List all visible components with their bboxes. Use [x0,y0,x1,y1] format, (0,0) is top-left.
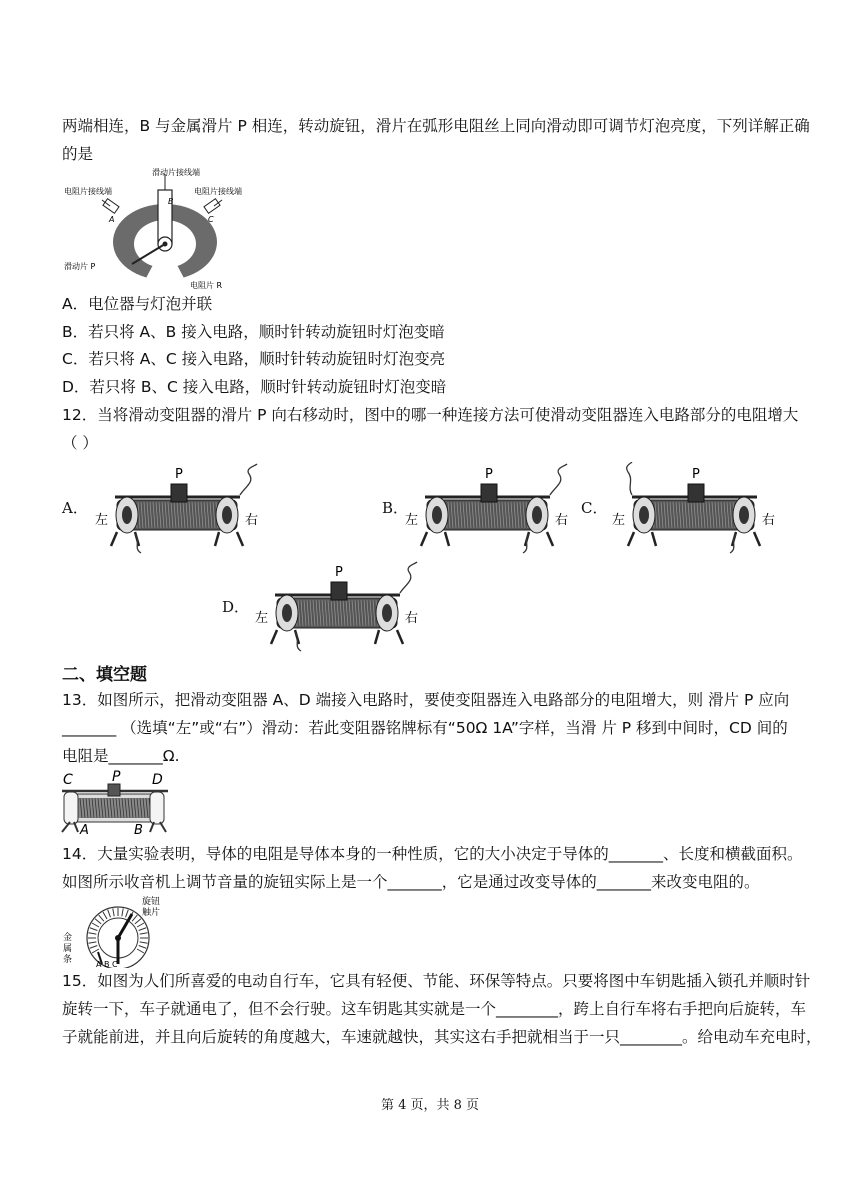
metal-label-2: 属 [63,944,73,954]
knob-label-1: 旋钮 [142,897,161,907]
q15-line1: 15．如图为人们所喜爱的电动自行车，它具有轻便、节能、环保等特点。只要将图中车钥匙插入锁孔并顺时针 [62,972,811,990]
q13-line3: 电阻是_______Ω. [62,747,180,765]
slider-terminal-label: 滑动片接线端 [152,168,200,177]
resistor-label: 电阻片 R [190,281,223,290]
slider-p-label: P [175,467,183,482]
q15-line3: 子就能前进，并且向后旋转的角度越大，车速就越快，其实这右手把就相当于一只________。给电动车充电时， [62,1028,822,1046]
section-title: 二、填空题 [62,665,147,685]
right-label: 右 [762,513,776,528]
q11-stem-line1: 两端相连，B 与金属滑片 P 相连，转动旋钮，滑片在弧形电阻丝上同向滑动即可调节灯泡亮度，下列详解正确 [62,117,810,135]
potentiometer-figure [62,166,262,290]
q13-label-c: C [63,772,73,788]
q15-line2: 旋转一下，车子就通电了，但不会行驶。这车钥匙其实就是一个________，跨上自行车将右手把向后旋转，车 [62,1000,807,1018]
q11-option-c: C．若只将 A、C 接入电路，顺时针转动旋钮时灯泡变亮 [62,350,446,368]
terminal-b-label: B [168,197,174,206]
knob-label-2: 触片 [142,908,161,918]
q12-stem: 12．当将滑动变阻器的滑片 P 向右移动时，图中的哪一种连接方法可使滑动变阻器连入电路部分的电阻增大 [62,406,799,424]
left-label: 左 [612,513,626,528]
left-terminal-label: 电阻片接线端 [64,187,112,196]
q12-paren: （ ） [62,434,98,452]
right-label: 右 [245,513,259,528]
q14-line2: 如图所示收音机上调节音量的旋钮实际上是一个_______，它是通过改变导体的_______来改变电阻的。 [62,873,760,891]
rheostat-figure-c [612,462,777,554]
q13-line2: _______ （选填“左”或“右”）滑动：若此变阻器铭牌标有“50Ω 1A”字样，当滑 片 P 移到中间时，CD 间的 [62,719,788,737]
right-label: 右 [405,611,419,626]
q13-label-a: A [80,823,89,836]
q14-line1: 14．大量实验表明，导体的电阻是导体本身的一种性质，它的大小决定于导体的_______、长度和横截面积。 [62,845,803,863]
q13-rheostat-figure [60,770,172,836]
q12-option-b-label: B． [382,499,409,517]
q12-option-c-label: C． [581,499,608,517]
volume-knob-figure [62,894,172,968]
left-label: 左 [95,513,109,528]
page-footer: 第 4 页，共 8 页 [380,1098,480,1113]
q12-option-a-label: A． [62,499,88,517]
abc-label: A B C [96,960,118,968]
q13-label-p: P [112,770,121,785]
slider-p-label: P [485,467,493,482]
right-terminal-label: 电阻片接线端 [194,187,242,196]
slider-p-label: P [692,467,700,482]
q11-option-b: B．若只将 A、B 接入电路，顺时针转动旋钮时灯泡变暗 [62,323,445,341]
q11-stem-line2: 的是 [62,145,94,163]
q13-label-d: D [152,772,163,788]
rheostat-figure-a [95,462,260,554]
metal-label-1: 金 [63,933,73,943]
left-label: 左 [405,513,419,528]
slider-label: 滑动片 P [64,262,96,271]
q13-line1: 13．如图所示，把滑动变阻器 A、D 端接入电路时，要使变阻器连入电路部分的电阻增大，则 滑片 P 应向 [62,691,790,709]
q11-option-d: D．若只将 B、C 接入电路，顺时针转动旋钮时灯泡变暗 [62,378,447,396]
q12-option-d-label: D． [222,598,250,616]
metal-label-3: 条 [63,955,73,965]
right-label: 右 [555,513,569,528]
q11-option-a: A．电位器与灯泡并联 [62,295,213,313]
left-label: 左 [255,611,269,626]
slider-p-label: P [335,565,343,580]
rheostat-figure-d [255,560,420,652]
terminal-a-label: A [109,215,115,224]
q13-label-b: B [134,823,143,836]
rheostat-figure-b [405,462,570,554]
terminal-c-label: C [208,215,214,224]
